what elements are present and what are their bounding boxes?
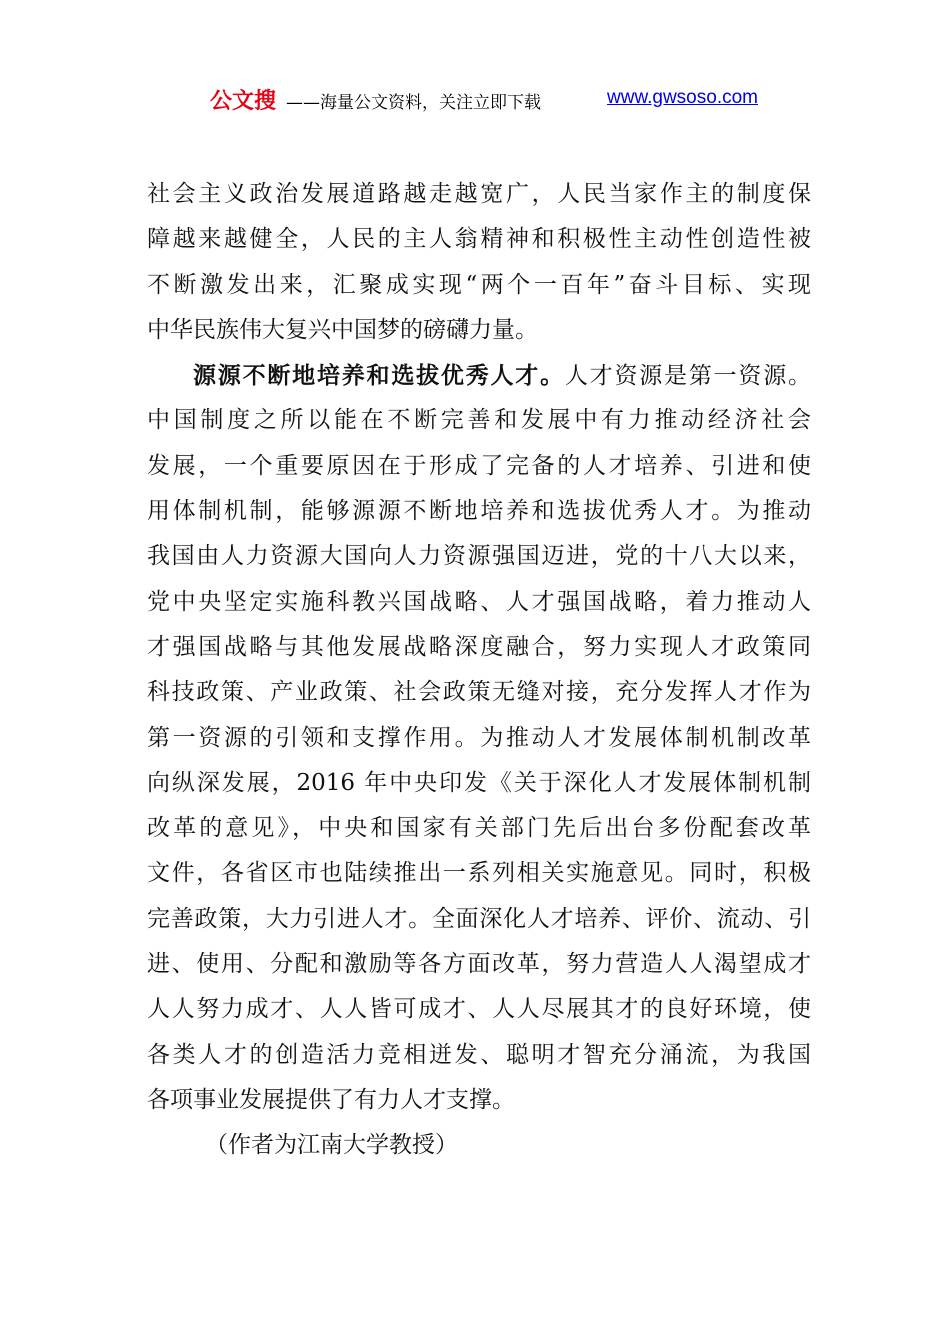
text-line: 完善政策，大力引进人才。全面深化人才培养、评价、流动、引 bbox=[147, 905, 811, 932]
text-span: 人才资源是第一资源。 bbox=[564, 363, 812, 390]
paragraph-1 bbox=[147, 172, 811, 353]
text-line: 中华民族伟大复兴中国梦的磅礴力量。 bbox=[147, 316, 538, 343]
text-line: 向纵深发展，2016 年中央印发《关于深化人才发展体制机制 bbox=[147, 769, 811, 796]
text-line: 第一资源的引领和支撑作用。为推动人才发展体制机制改革 bbox=[147, 724, 811, 751]
paragraph-2-first-line bbox=[147, 353, 811, 398]
site-link[interactable]: www.gwsoso.com bbox=[607, 87, 758, 108]
watermark-header bbox=[210, 84, 810, 114]
text-line: 才强国战略与其他发展战略深度融合，努力实现人才政策同 bbox=[147, 633, 811, 660]
text-line: 社会主义政治发展道路越走越宽广，人民当家作主的制度保 bbox=[147, 181, 811, 207]
text-line: 用体制机制，能够源源不断地培养和选拔优秀人才。为推动 bbox=[147, 498, 811, 525]
text-line: 不断激发出来，汇聚成实现“两个一百年”奋斗目标、实现 bbox=[147, 271, 811, 298]
paragraph-2 bbox=[147, 353, 811, 1123]
paragraph-lead-heading: 源源不断地培养和选拔优秀人才。 bbox=[193, 362, 565, 390]
text-line: 科技政策、产业政策、社会政策无缝对接，充分发挥人才作为 bbox=[147, 679, 811, 706]
author-byline: （作者为江南大学教授） bbox=[205, 1132, 458, 1159]
header-slogan: ——海量公文资料，关注立即下载 bbox=[286, 93, 541, 113]
text-line: 改革的意见》，中央和国家有关部门先后出台多份配套改革 bbox=[147, 815, 811, 842]
text-line: 进、使用、分配和激励等各方面改革，努力营造人人渴望成才 bbox=[147, 951, 811, 978]
text-line: 各项事业发展提供了有力人才支撑。 bbox=[147, 1086, 515, 1113]
text-line: 各类人才的创造活力竞相迸发、聪明才智充分涌流，为我国 bbox=[147, 1041, 811, 1068]
text-line: 中国制度之所以能在不断完善和发展中有力推动经济社会 bbox=[147, 407, 811, 434]
article-body bbox=[147, 172, 811, 1169]
text-line: 人人努力成才、人人皆可成才、人人尽展其才的良好环境，使 bbox=[147, 996, 811, 1023]
brand-name: 公文搜 bbox=[210, 89, 277, 114]
text-line: 发展，一个重要原因在于形成了完备的人才培养、引进和使 bbox=[147, 452, 811, 479]
text-line: 文件，各省区市也陆续推出一系列相关实施意见。同时，积极 bbox=[147, 860, 811, 887]
text-line: 障越来越健全，人民的主人翁精神和积极性主动性创造性被 bbox=[147, 226, 811, 253]
text-line: 我国由人力资源大国向人力资源强国迈进，党的十八大以来， bbox=[147, 543, 811, 570]
text-line: 党中央坚定实施科教兴国战略、人才强国战略，着力推动人 bbox=[147, 588, 811, 615]
